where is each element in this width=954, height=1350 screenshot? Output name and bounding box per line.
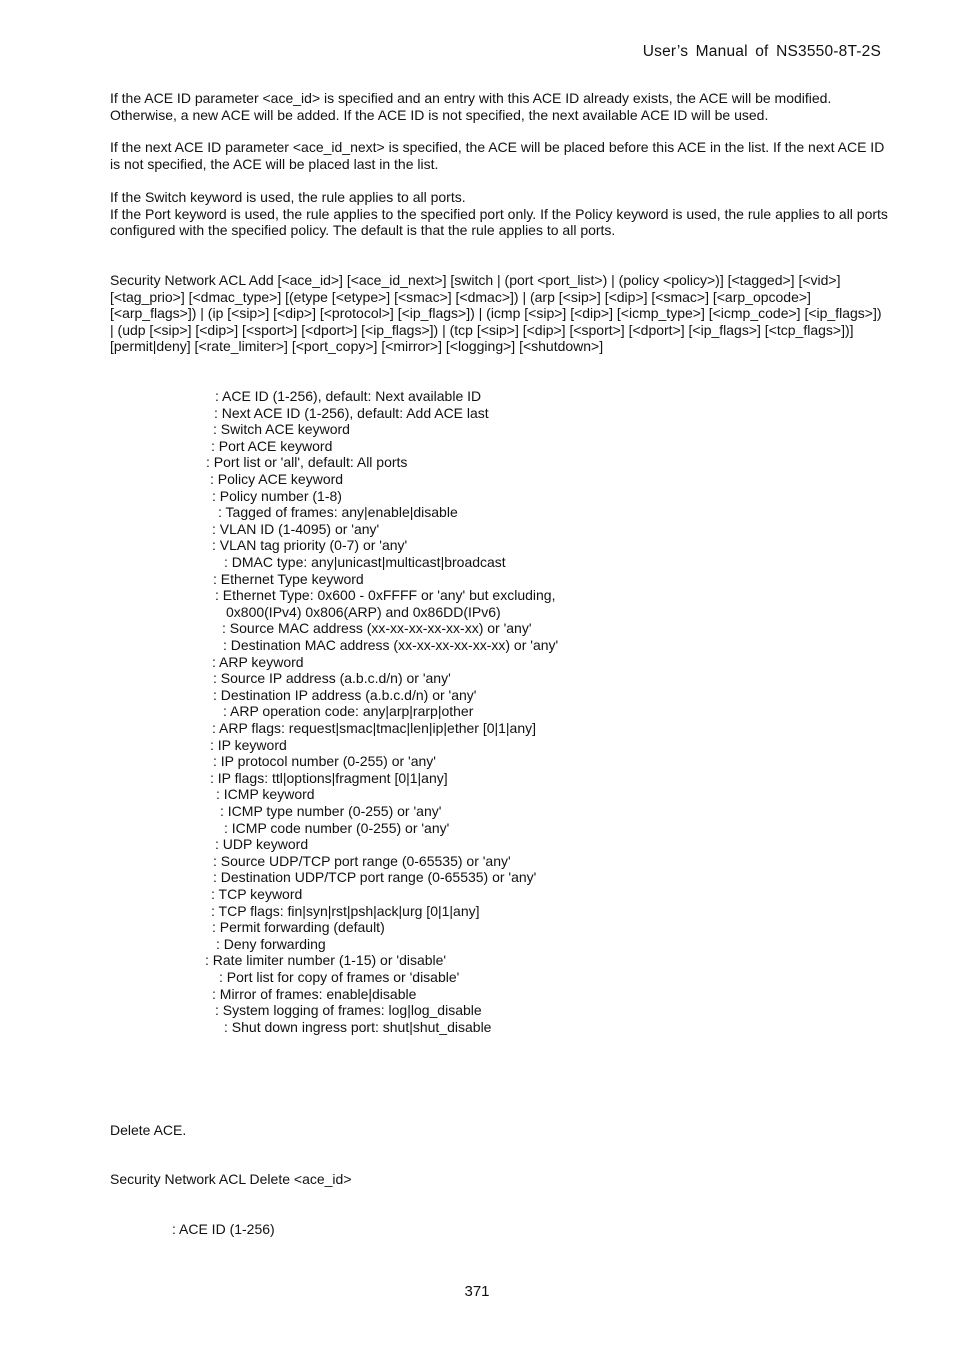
param-line: : Tagged of frames: any|enable|disable (218, 504, 458, 521)
param-line: : VLAN tag priority (0-7) or 'any' (212, 537, 408, 554)
param-line: : ARP flags: request|smac|tmac|len|ip|ether [0|1|any] (212, 720, 537, 736)
param-line: : Source IP address (a.b.c.d/n) or 'any' (213, 670, 451, 687)
paragraph-line: If the Port keyword is used, the rule applies to the specified port only. If the Policy keyword is used, the rule applies to all ports configured with the specified policy. The default is that the rule applies to all ports. (110, 205, 888, 238)
paragraph-ace-id-next (110, 139, 890, 172)
delete-description (110, 1122, 890, 1139)
delete-param-line: : ACE ID (1-256) (172, 1221, 275, 1237)
param-line: : UDP keyword (215, 836, 309, 853)
param-line: : Switch ACE keyword (213, 421, 350, 438)
paragraph-text: If the next ACE ID parameter <ace_id_next> is specified, the ACE will be placed before this ACE in the list. If the next ACE ID is not specified, the ACE will be placed last in the list. (110, 139, 885, 172)
param-line: : Policy ACE keyword (210, 471, 344, 487)
param-line: : Destination IP address (a.b.c.d/n) or 'any' (213, 686, 477, 703)
paragraph-text: If the ACE ID parameter <ace_id> is specified and an entry with this ACE ID already exists, the ACE will be modified. Otherwise, a new ACE will be added. If the ACE ID is not specified, the next available ACE ID will be used. (110, 90, 832, 123)
param-line: : Deny forwarding (216, 935, 326, 952)
page-header: User’s Manual of NS3550-8T-2S (642, 43, 881, 60)
param-line: : ARP operation code: any|arp|rarp|other (223, 703, 474, 720)
param-line: : Destination UDP/TCP port range (0-65535) or 'any' (213, 869, 537, 886)
paragraph-keywords (110, 189, 890, 239)
param-line: : Port list for copy of frames or 'disable' (219, 969, 460, 985)
param-line: : Mirror of frames: enable|disable (212, 985, 417, 1002)
paragraph-line: If the Switch keyword is used, the rule applies to all ports. (110, 189, 466, 205)
param-line: : Rate limiter number (1-15) or 'disable' (205, 952, 447, 969)
param-line: : ACE ID (1-256), default: Next available ID (215, 388, 482, 404)
param-line: : TCP flags: fin|syn|rst|psh|ack|urg [0|1|any] (211, 902, 480, 919)
param-line: : Port ACE keyword (211, 437, 333, 454)
syntax-text: Security Network ACL Add [<ace_id>] [<ace_id_next>] [switch | (port <port_list>) | (policy <policy>)] [<tagged>] [<vid>] [<tag_prio>] [<dmac_type>] [(etype [<etype>] [<smac>] [<dmac>]) | (arp [<sip>] [<dip>] [<smac>] [<arp_opcode>] [<arp_flags>]) | (ip [<sip>] [<dip>] [<protocol>] [<ip_flags>]) | (icmp [<sip>] [<dip>] [<icmp_type>] [<icmp_code>] [<ip_flags>]) | (udp [<sip>] [<dip>] [<sport>] [<dport>] [<ip_flags>]) | (tcp [<sip>] [<dip>] [<sport>] [<dport>] [<ip_flags>] [<tcp_flags>])] [permit|deny] [<rate_limiter>] [<port_copy>] [<mirror>] [<logging>] [<shutdown>] (110, 272, 882, 354)
param-line: : Policy number (1-8) (212, 487, 342, 504)
param-line: : Ethernet Type keyword (213, 570, 364, 587)
param-line: : VLAN ID (1-4095) or 'any' (212, 520, 380, 537)
param-line: : ICMP type number (0-255) or 'any' (220, 803, 442, 819)
param-line: : Ethernet Type: 0x600 - 0xFFFF or 'any' but excluding, (215, 587, 556, 604)
param-line: : Next ACE ID (1-256), default: Add ACE last (214, 404, 489, 421)
param-line: : DMAC type: any|unicast|multicast|broadcast (224, 554, 506, 570)
command-syntax-add (110, 272, 885, 355)
param-line: : Permit forwarding (default) (212, 919, 385, 936)
paragraph-text: Delete ACE. (110, 1122, 187, 1138)
param-line: : ICMP code number (0-255) or 'any' (224, 819, 450, 836)
param-line: : Source MAC address (xx-xx-xx-xx-xx-xx) or 'any' (222, 620, 532, 637)
param-line: : IP flags: ttl|options|fragment [0|1|any] (210, 769, 448, 786)
param-line: : TCP keyword (211, 886, 303, 902)
param-line: : Port list or 'all', default: All ports (206, 454, 408, 471)
param-line: : Destination MAC address (xx-xx-xx-xx-xx-xx) or 'any' (223, 637, 559, 653)
page-number: 371 (464, 1283, 490, 1300)
param-line: : ICMP keyword (216, 786, 315, 803)
paragraph-ace-id (110, 90, 890, 123)
param-line: : Source UDP/TCP port range (0-65535) or 'any' (213, 852, 511, 869)
param-line: : IP protocol number (0-255) or 'any' (213, 753, 436, 770)
param-line: : System logging of frames: log|log_disable (215, 1002, 482, 1019)
syntax-text: Security Network ACL Delete <ace_id> (110, 1171, 352, 1187)
param-line: : Shut down ingress port: shut|shut_disable (224, 1018, 492, 1035)
command-syntax-delete (110, 1171, 890, 1188)
param-line: : ARP keyword (212, 653, 304, 670)
param-line: : IP keyword (210, 736, 287, 753)
param-line: 0x800(IPv4) 0x806(ARP) and 0x86DD(IPv6) (226, 603, 501, 620)
